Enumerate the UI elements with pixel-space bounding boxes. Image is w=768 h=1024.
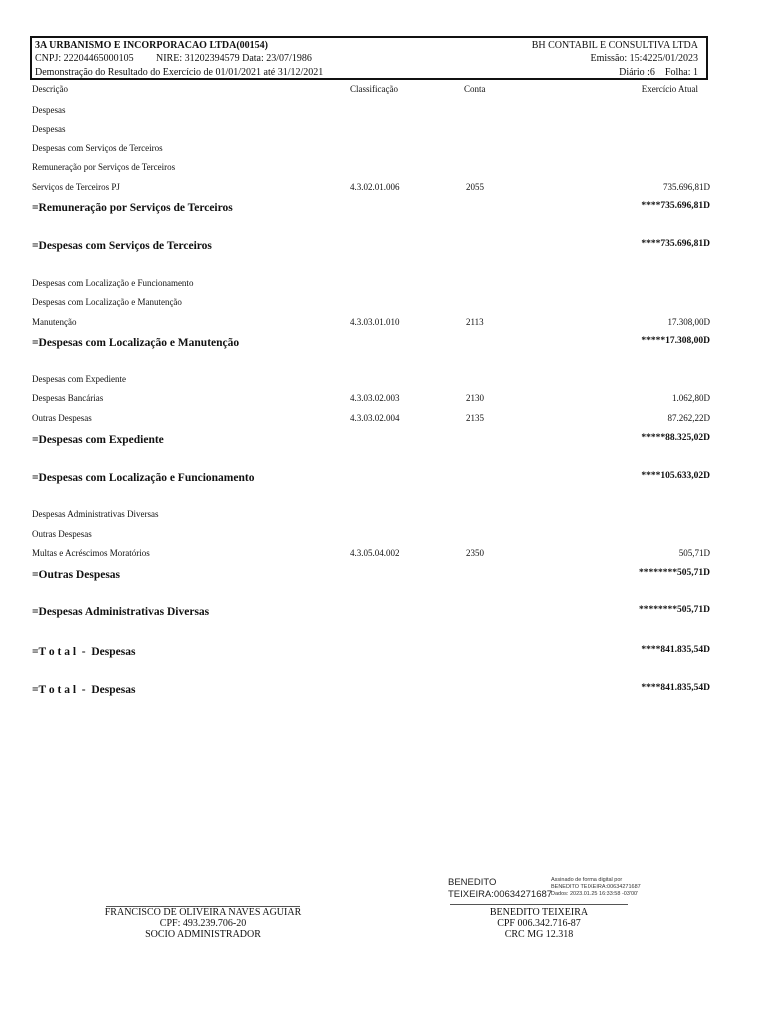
row-description: Despesas com Localização e Manutenção — [32, 297, 182, 307]
left-signature — [80, 907, 326, 940]
row-value: 735.696,81D — [663, 182, 710, 192]
row-description: Despesas — [32, 124, 66, 134]
nire: NIRE: 31202394579 Data: 23/07/1986 — [156, 53, 312, 64]
right-signature — [438, 907, 640, 940]
report-header — [30, 36, 708, 80]
table-row — [32, 295, 710, 309]
row-classification: 4.3.03.01.010 — [350, 317, 400, 327]
table-row — [32, 103, 710, 117]
row-description: Multas e Acréscimos Moratórios — [32, 548, 150, 558]
row-value: ****841.835,54D — [641, 683, 710, 693]
row-description: =T o t a l - Despesas — [32, 684, 136, 696]
row-description: Despesas — [32, 105, 66, 115]
row-classification: 4.3.05.04.002 — [350, 548, 400, 558]
right-signer-name: BENEDITO TEIXEIRA — [489, 907, 589, 918]
accountant-name: BH CONTABIL E CONSULTIVA LTDA — [531, 40, 698, 51]
header-row-3 — [35, 66, 698, 79]
row-account: 2350 — [466, 548, 484, 558]
statement-title: Demonstração do Resultado do Exercício de 01/01/2021 até 31/12/2021 — [35, 67, 324, 78]
left-signer-name: FRANCISCO DE OLIVEIRA NAVES AGUIAR — [104, 907, 302, 918]
table-row — [32, 527, 710, 541]
subtotal-row — [32, 470, 710, 486]
row-description: =Despesas com Serviços de Terceiros — [32, 240, 212, 252]
right-signature-line — [450, 904, 628, 905]
subtotal-row — [32, 644, 710, 660]
row-value: ****735.696,81D — [641, 201, 710, 211]
right-signer-cpf: CPF 006.342.716-87 — [497, 918, 581, 929]
table-row — [32, 160, 710, 174]
row-description: =Despesas Administrativas Diversas — [32, 606, 210, 618]
table-row — [32, 546, 710, 560]
table-row — [32, 507, 710, 521]
row-value: ****841.835,54D — [641, 645, 710, 655]
row-description: Serviços de Terceiros PJ — [32, 182, 120, 192]
row-description: =Despesas com Expediente — [32, 434, 164, 446]
row-description: =Despesas com Localização e Manutenção — [32, 337, 240, 349]
row-account: 2130 — [466, 393, 484, 403]
row-value: *****88.325,02D — [641, 433, 710, 443]
diary-page: Diário :6 Folha: 1 — [619, 67, 698, 78]
header-row-1 — [35, 39, 698, 52]
row-description: =Outras Despesas — [32, 569, 121, 581]
cnpj: CNPJ: 22204465000105 — [35, 53, 134, 64]
right-signer-crc: CRC MG 12.318 — [504, 929, 574, 940]
col-current-year: Exercício Atual — [641, 84, 698, 94]
row-value: 87.262,22D — [667, 413, 710, 423]
table-row — [32, 141, 710, 155]
subtotal-row — [32, 335, 710, 351]
table-row — [32, 276, 710, 290]
row-description: =Despesas com Localização e Funcionamento — [32, 472, 255, 484]
row-value: ****735.696,81D — [641, 239, 710, 249]
subtotal-row — [32, 682, 710, 698]
column-headers — [32, 84, 710, 96]
table-row — [32, 315, 710, 329]
row-classification: 4.3.03.02.004 — [350, 413, 400, 423]
row-description: =Remuneração por Serviços de Terceiros — [32, 202, 233, 214]
left-signer-role: SOCIO ADMINISTRADOR — [145, 929, 261, 940]
row-value: ********505,71D — [639, 605, 710, 615]
row-description: Despesas com Serviços de Terceiros — [32, 143, 163, 153]
row-description: =T o t a l - Despesas — [32, 646, 136, 658]
header-row-2 — [35, 52, 698, 65]
col-description: Descrição — [32, 84, 68, 94]
row-value: 505,71D — [678, 548, 710, 558]
row-classification: 4.3.02.01.006 — [350, 182, 400, 192]
row-classification: 4.3.03.02.003 — [350, 393, 400, 403]
row-value: 17.308,00D — [667, 317, 710, 327]
row-description: Despesas Administrativas Diversas — [32, 509, 159, 519]
subtotal-row — [32, 238, 710, 254]
row-description: Despesas com Localização e Funcionamento — [32, 278, 194, 288]
row-value: ****105.633,02D — [641, 471, 710, 481]
digital-signature-info: Assinado de forma digital por BENEDITO TEIXEIRA:00634271687 Dados: 2023.01.25 16:33:58 -03'00' — [551, 877, 641, 897]
emission-date: Emissão: 15:4225/01/2023 — [590, 53, 698, 64]
row-value: *****17.308,00D — [641, 336, 710, 346]
subtotal-row — [32, 200, 710, 216]
col-account: Conta — [464, 84, 486, 94]
col-classification: Classificação — [350, 84, 398, 94]
subtotal-row — [32, 432, 710, 448]
table-row — [32, 411, 710, 425]
left-signer-cpf: CPF: 493.239.706-20 — [159, 918, 247, 929]
row-description: Despesas Bancárias — [32, 393, 104, 403]
row-description: Despesas com Expediente — [32, 374, 126, 384]
table-row — [32, 122, 710, 136]
row-description: Manutenção — [32, 317, 77, 327]
table-row — [32, 372, 710, 386]
row-value: 1.062,80D — [672, 393, 710, 403]
row-value: ********505,71D — [639, 568, 710, 578]
table-row — [32, 180, 710, 194]
row-description: Outras Despesas — [32, 529, 92, 539]
subtotal-row — [32, 604, 710, 620]
row-account: 2135 — [466, 413, 484, 423]
row-account: 2113 — [466, 317, 484, 327]
digital-signature-name: BENEDITO TEIXEIRA:00634271687 — [448, 877, 553, 900]
row-description: Remuneração por Serviços de Terceiros — [32, 162, 176, 172]
subtotal-row — [32, 567, 710, 583]
row-description: Outras Despesas — [32, 413, 92, 423]
company-name: 3A URBANISMO E INCORPORACAO LTDA(00154) — [35, 40, 268, 51]
row-account: 2055 — [466, 182, 484, 192]
table-row — [32, 391, 710, 405]
